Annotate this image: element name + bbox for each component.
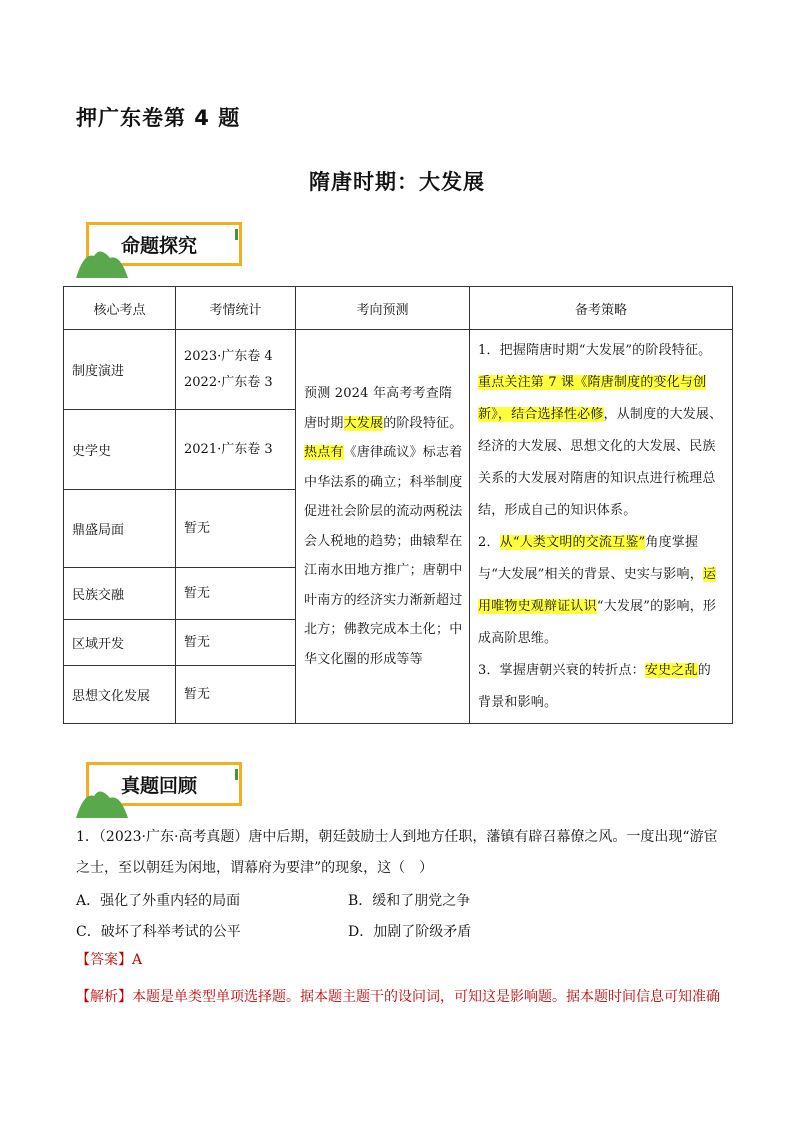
strategy-item-1 [478,335,724,527]
question-stem: 1．（2023·广东·高考真题）唐中后期，朝廷鼓励士人到地方任职，藩镇有辟召幕僚之风。一度出现“游宦之士，至以朝廷为闲地，谓幕府为要津”的现象，这（ ） [76,829,718,876]
prediction-text: 的阶段特征。 [383,415,463,431]
prediction-cell [296,330,470,724]
prediction-highlight: 大发展 [343,415,384,431]
header-statistics: 考情统计 [176,287,296,330]
strategy-text: 3．掌握唐朝兴衰的转折点： [478,662,645,678]
strategy-item-2 [478,527,724,655]
strategy-highlight: 安史之乱 [644,662,698,678]
topic-cell: 制度演进 [64,330,176,410]
strategy-cell [470,330,733,724]
strategy-text: 1．把握隋唐时期“大发展”的阶段特征。 [478,342,712,358]
header-strategy: 备考策略 [470,287,733,330]
analysis-line [76,986,720,1006]
topic-cell: 史学史 [64,410,176,490]
section-label: 真题回顾 [120,775,197,797]
prediction-text: 《唐律疏议》标志着中华法系的确立；科举制度促进社会阶层的流动两税法会人税地的趋势；曲辕犁在江南水田地方推广；唐朝中叶南方的经济实力渐新超过北方；佛教完成本土化；中华文化圈的形成等等 [304,445,463,667]
topic-cell: 民族交融 [64,568,176,620]
table-row [64,330,733,410]
option-d: D．加剧了阶级矛盾 [348,924,472,940]
strategy-highlight: 运用唯物史观辩证认识 [478,566,717,614]
stat-cell [176,330,296,410]
header-core-topic: 核心考点 [64,287,176,330]
answer-line [76,949,142,969]
prediction-highlight: 热点有 [304,445,344,460]
stat-line: 2023·广东卷 4 [184,348,273,364]
option-b: B．缓和了朋党之争 [348,893,471,909]
topic-cell: 思想文化发展 [64,666,176,724]
document-title: 押广东卷第 4 题 [76,106,241,130]
stat-line: 2022·广东卷 3 [184,374,273,390]
analysis-text: 本题是单类型单项选择题。据本题主题干的设问词，可知这是影响题。据本题时间信息可知准确 [132,989,720,1005]
section-label: 命题探究 [120,235,197,257]
prediction-text: 预测 2024 年高考考查隋唐时期 [304,386,453,431]
table-header-row [64,287,733,330]
answer-value: A [132,952,143,968]
stat-cell: 暂无 [176,568,296,620]
strategy-text: ，从制度的大发展、经济的大发展、思想文化的大发展、民族关系的大发展对隋唐的知识点进行梳理总结，形成自己的知识体系。 [478,406,723,518]
section-banner-review [76,760,246,818]
topic-cell: 鼎盛局面 [64,490,176,568]
document-subtitle: 隋唐时期：大发展 [309,170,485,194]
header-prediction: 考向预测 [296,287,470,330]
strategy-item-3 [478,655,724,719]
topic-cell: 区域开发 [64,620,176,666]
section-banner-exploration [76,220,246,278]
option-c: C．破坏了科举考试的公平 [76,924,241,940]
option-a: A．强化了外重内轻的局面 [76,893,241,909]
exam-analysis-table [63,286,733,724]
strategy-text: 的背景和影响。 [478,662,711,710]
analysis-tag: 【解析】 [76,989,132,1005]
stat-cell: 暂无 [176,666,296,724]
strategy-text: “大发展”的影响，形成高阶思维。 [478,598,717,646]
strategy-highlight: 重点关注第 7 课《隋唐制度的变化与创新》，结合选择性必修 [478,374,707,422]
stat-cell: 暂无 [176,490,296,568]
stat-cell: 2021·广东卷 3 [176,410,296,490]
strategy-text: 角度掌握与“大发展”相关的背景、史实与影响， [478,534,703,582]
strategy-text: 2． [478,534,500,550]
strategy-highlight: 从“人类文明的交流互鉴” [499,534,646,550]
stat-cell: 暂无 [176,620,296,666]
answer-tag: 【答案】 [76,952,132,968]
